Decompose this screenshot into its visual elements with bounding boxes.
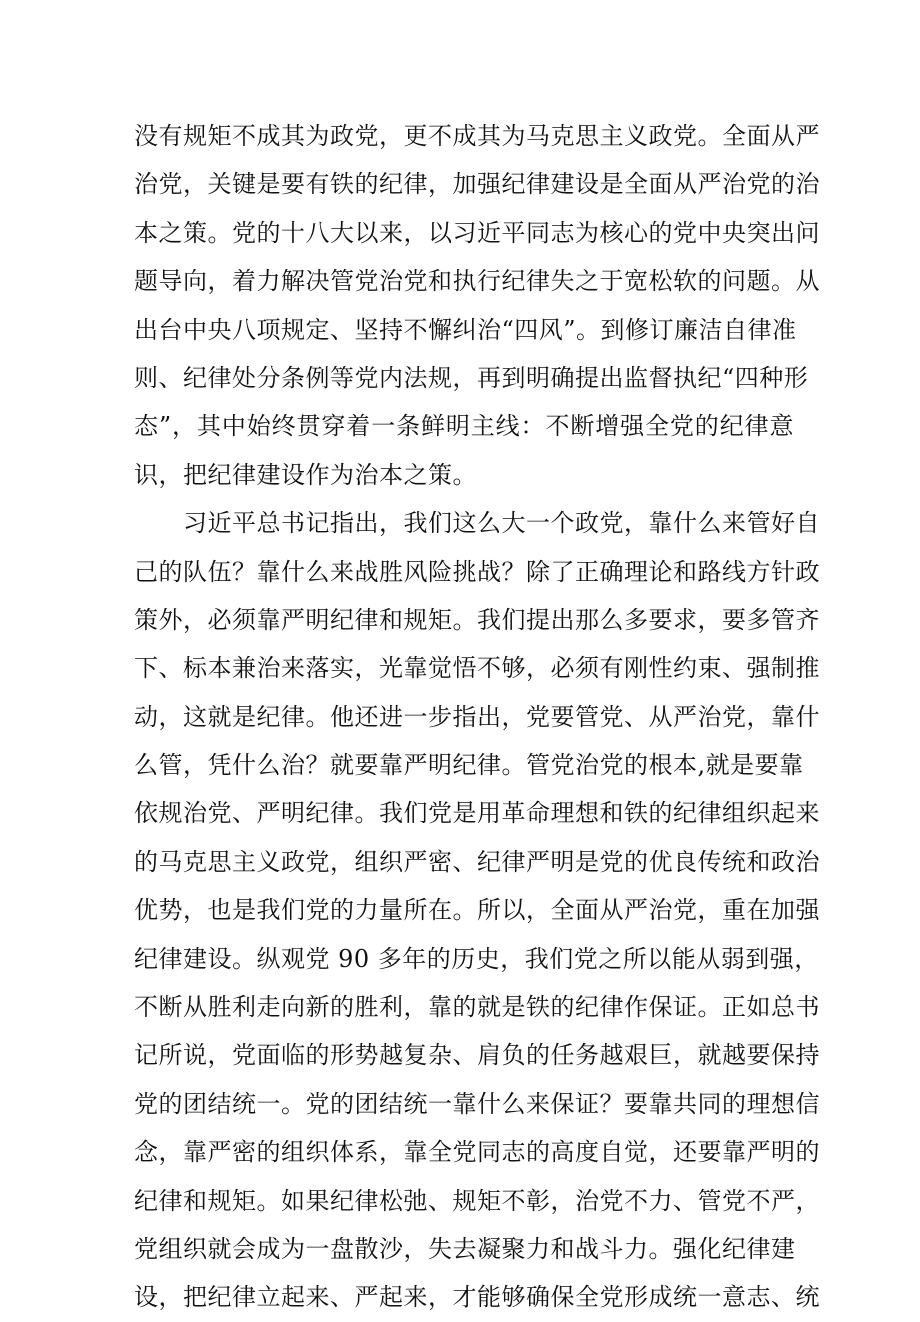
text-line: 设，把纪律立起来、严起来，才能够确保全党形成统一意志、统 (134, 1283, 820, 1312)
paragraph-2 (134, 499, 820, 1322)
text-line: 态”，其中始终贯穿着一条鲜明主线：不断增强全党的纪律意 (134, 412, 794, 441)
text-line: 本之策。党的十八大以来，以习近平同志为核心的党中央突出问 (134, 218, 820, 247)
text-line: 则、纪律处分条例等党内法规，再到明确提出监督执纪“四种形 (134, 363, 809, 392)
paragraph-1 (134, 112, 820, 499)
text-line: 己的队伍？靠什么来战胜风险挑战？除了正确理论和路线方针政 (134, 557, 820, 586)
text-line: 党组织就会成为一盘散沙，失去凝聚力和战斗力。强化纪律建 (134, 1234, 796, 1263)
text-line: 纪律建设。纵观党 90 多年的历史，我们党之所以能从弱到强， (134, 944, 819, 973)
text-line: 纪律和规矩。如果纪律松弛、规矩不彰，治党不力、管党不严， (134, 1186, 820, 1215)
text-line: 习近平总书记指出，我们这么大一个政党，靠什么来管好自 (134, 509, 820, 538)
text-line: 优势，也是我们党的力量所在。所以，全面从严治党，重在加强 (134, 896, 820, 925)
text-line: 动，这就是纪律。他还进一步指出，党要管党、从严治党，靠什 (134, 702, 820, 731)
text-line: 记所说，党面临的形势越复杂、肩负的任务越艰巨，就越要保持 (134, 1041, 820, 1070)
text-line: 没有规矩不成其为政党，更不成其为马克思主义政党。全面从严 (134, 122, 820, 150)
text-line: 的马克思主义政党，组织严密、纪律严明是党的优良传统和政治 (134, 847, 820, 876)
document-body (134, 112, 820, 1322)
text-line: 么管，凭什么治？就要靠严明纪律。管党治党的根本,就是要靠 (134, 751, 804, 780)
text-line: 下、标本兼治来落实，光靠觉悟不够，必须有刚性约束、强制推 (134, 654, 820, 683)
text-line: 题导向，着力解决管党治党和执行纪律失之于宽松软的问题。从 (134, 267, 820, 296)
text-line: 依规治党、严明纪律。我们党是用革命理想和铁的纪律组织起来 (134, 799, 820, 828)
text-line: 念，靠严密的组织体系，靠全党同志的高度自觉，还要靠严明的 (134, 1138, 820, 1167)
text-line: 识，把纪律建设作为治本之策。 (134, 460, 477, 489)
text-line: 不断从胜利走向新的胜利，靠的就是铁的纪律作保证。正如总书 (134, 993, 820, 1022)
text-line: 治党，关键是要有铁的纪律，加强纪律建设是全面从严治党的治 (134, 170, 820, 199)
text-line: 出台中央八项规定、坚持不懈纠治“四风”。到修订廉洁自律准 (134, 315, 797, 344)
text-line: 策外，必须靠严明纪律和规矩。我们提出那么多要求，要多管齐 (134, 605, 820, 634)
text-line: 党的团结统一。党的团结统一靠什么来保证？要靠共同的理想信 (134, 1089, 820, 1118)
